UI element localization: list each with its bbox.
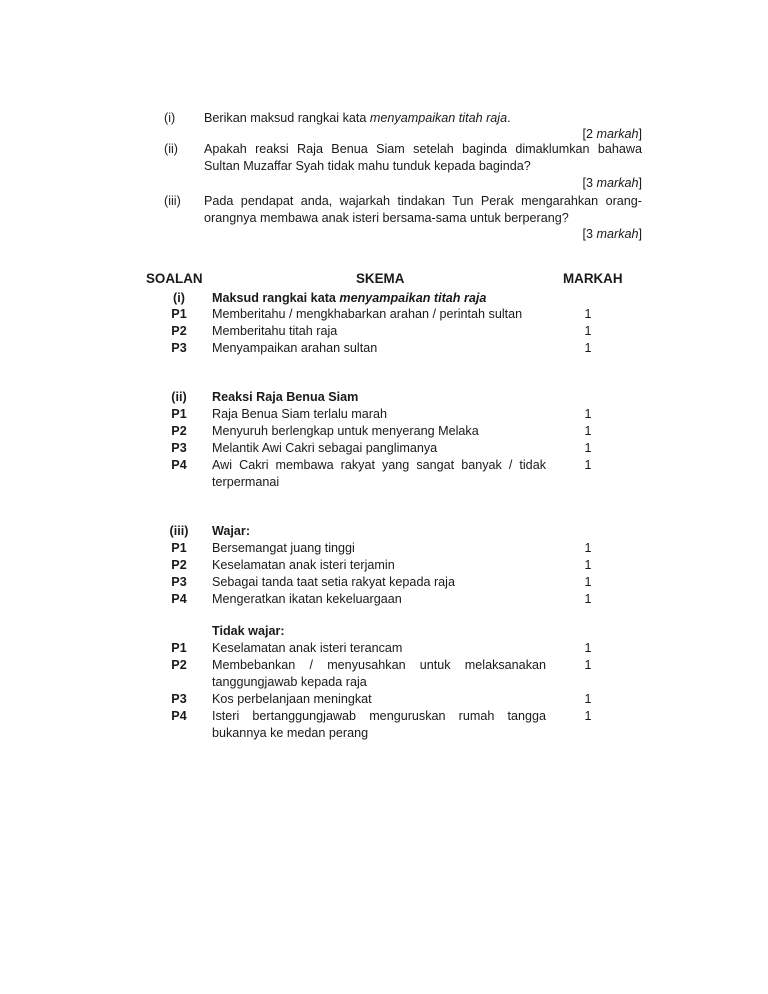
row-code: P3: [171, 692, 187, 706]
row-score: 1: [584, 441, 592, 455]
question-number: (ii): [164, 142, 178, 156]
row-code: P3: [171, 575, 187, 589]
row-score: 1: [584, 458, 592, 472]
row-score: 1: [584, 558, 592, 572]
row-description: Membebankan / menyusahkan untuk melaksanakan tanggungjawab kepada raja: [212, 658, 546, 689]
row-description: Kos perbelanjaan meningkat: [212, 692, 372, 706]
row-score: 1: [584, 658, 592, 672]
row-code: P4: [171, 709, 187, 723]
row-description: Bersemangat juang tinggi: [212, 541, 355, 555]
row-code: P3: [171, 341, 187, 355]
row-description: Isteri bertanggungjawab menguruskan rumah tangga bukannya ke medan perang: [212, 709, 546, 740]
row-description: Menyuruh berlengkap untuk menyerang Melaka: [212, 424, 479, 438]
row-code: P2: [171, 324, 187, 338]
row-code: (i): [173, 291, 185, 305]
row-description: Menyampaikan arahan sultan: [212, 341, 378, 355]
row-code: P2: [171, 558, 187, 572]
row-description: Melantik Awi Cakri sebagai panglimanya: [212, 441, 438, 455]
row-score: 1: [584, 341, 592, 355]
question-3-mark: [3 markah]: [582, 227, 642, 241]
row-score: 1: [584, 407, 592, 421]
row-code: (iii): [169, 524, 189, 538]
row-description: Keselamatan anak isteri terancam: [212, 641, 403, 655]
row-description: Mengeratkan ikatan kekeluargaan: [212, 592, 402, 606]
question-number: (i): [164, 111, 176, 125]
row-score: 1: [584, 424, 592, 438]
row-description: Awi Cakri membawa rakyat yang sangat banyak / tidak terpermanai: [212, 458, 546, 489]
question-number: (iii): [164, 194, 181, 208]
row-score: 1: [584, 541, 592, 555]
row-code: P2: [171, 658, 187, 672]
row-score: 1: [584, 575, 592, 589]
row-score: 1: [584, 592, 592, 606]
row-score: 1: [584, 307, 592, 321]
row-code: P1: [171, 541, 187, 555]
row-code: P2: [171, 424, 187, 438]
question-2-mark: [3 markah]: [582, 176, 642, 190]
row-description: Reaksi Raja Benua Siam: [212, 390, 359, 404]
row-score: 1: [584, 641, 592, 655]
row-code: P3: [171, 441, 187, 455]
row-score: 1: [584, 324, 592, 338]
row-code: P1: [171, 641, 187, 655]
question-text: Berikan maksud rangkai kata menyampaikan titah raja.: [204, 111, 511, 125]
row-description: Raja Benua Siam terlalu marah: [212, 407, 388, 421]
question-1-mark: [2 markah]: [582, 127, 642, 141]
row-score: 1: [584, 709, 592, 723]
row-description: Tidak wajar:: [212, 624, 285, 638]
header-skema: SKEMA: [356, 271, 405, 286]
row-description: Wajar:: [212, 524, 251, 538]
row-description: Keselamatan anak isteri terjamin: [212, 558, 395, 572]
header-soalan: SOALAN: [146, 271, 203, 286]
row-code: P1: [171, 307, 187, 321]
row-code: P1: [171, 407, 187, 421]
row-description: Maksud rangkai kata menyampaikan titah raja: [212, 291, 487, 305]
row-code: P4: [171, 592, 187, 606]
row-code: P4: [171, 458, 187, 472]
row-code: (ii): [171, 390, 187, 404]
row-description: Memberitahu / mengkhabarkan arahan / perintah sultan: [212, 307, 523, 321]
question-text: Apakah reaksi Raja Benua Siam setelah baginda dimaklumkan bahawa Sultan Muzaffar Syah tidak mahu tunduk kepada baginda?: [204, 142, 642, 173]
header-markah: MARKAH: [563, 271, 623, 286]
row-description: Sebagai tanda taat setia rakyat kepada raja: [212, 575, 455, 589]
question-text: Pada pendapat anda, wajarkah tindakan Tun Perak mengarahkan orang-orangnya membawa anak isteri bersama-sama untuk berperang?: [204, 194, 642, 225]
row-score: 1: [584, 692, 592, 706]
row-description: Memberitahu titah raja: [212, 324, 338, 338]
